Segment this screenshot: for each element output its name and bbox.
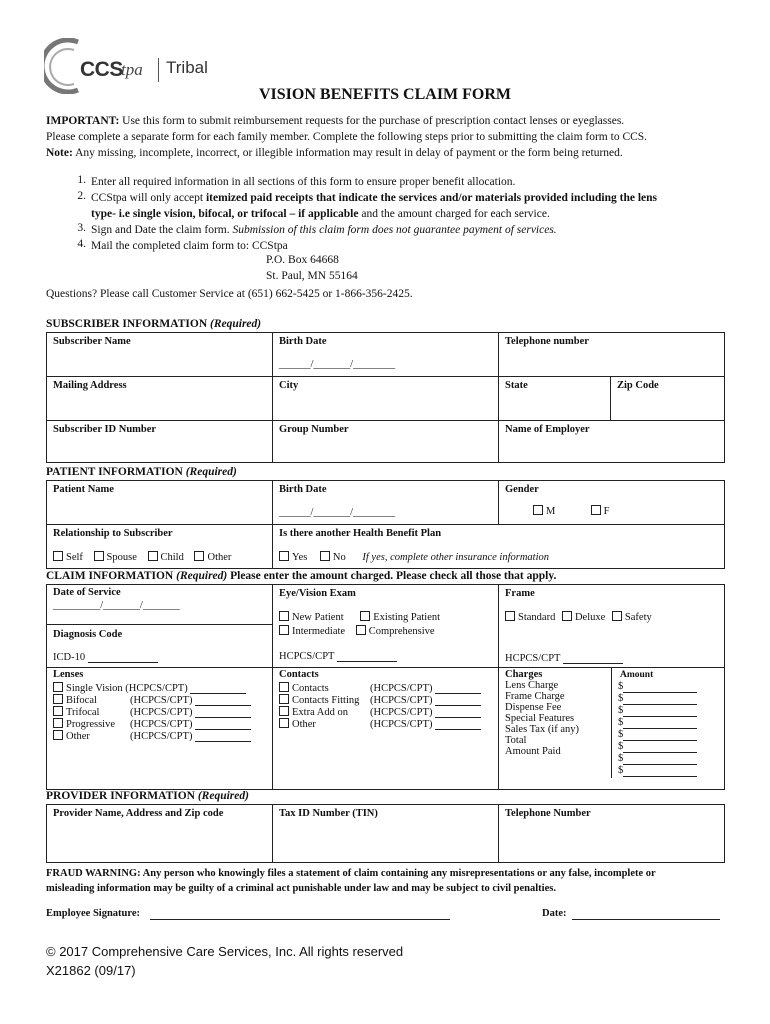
charges-field [499,668,725,790]
sales-tax-amount[interactable] [618,729,718,741]
comprehensive-label: Comprehensive [368,626,435,637]
safety-label: Safety [624,612,652,623]
intro-note [46,145,736,161]
dispense-fee-amount[interactable] [618,705,718,717]
subscriber-zip-field[interactable] [611,377,725,421]
step-4-text: Mail the completed claim form to: CCStpa [91,240,288,252]
step-2-num: 2. [77,190,86,202]
address-line1: P.O. Box 64668 [266,254,339,266]
other-plan-label: Is there another Health Benefit Plan [279,528,442,539]
contacts-checkbox[interactable] [279,682,289,692]
progressive-hcpcs: (HCPCS/CPT) [130,719,193,730]
dos-label: Date of Service [53,587,121,598]
extra-add-line[interactable] [435,708,481,718]
employee-signature-line[interactable] [150,908,450,920]
subscriber-phone-field[interactable] [499,333,725,377]
contacts-hcpcs: (HCPCS/CPT) [370,683,433,694]
dollar-sign: $ [618,741,624,752]
subscriber-birth-label: Birth Date [279,336,327,347]
date-line[interactable] [572,908,720,920]
bifocal-label: Bifocal [66,695,97,706]
frame-field [499,585,725,668]
deluxe-checkbox[interactable] [562,611,572,621]
if-yes-note: If yes, complete other insurance information [362,552,550,563]
subscriber-address-field[interactable] [47,377,273,421]
step-3-b: Submission of this claim form does not guarantee payment of services. [232,224,557,236]
extra-add-checkbox[interactable] [279,706,289,716]
fraud-warning [46,866,736,896]
patient-name-field[interactable] [47,481,273,525]
step-3-a: Sign and Date the claim form. [91,224,233,236]
subscriber-employer-field[interactable] [499,421,725,463]
patient-birth-field[interactable] [273,481,499,525]
contact-other-label: Other [292,719,316,730]
fraud-line1: FRAUD WARNING: Any person who knowingly files a statement of claim containing any misrepresentations or any false, incomplete or [46,868,656,879]
subscriber-id-field[interactable] [47,421,273,463]
new-patient-label: New Patient [292,612,344,623]
progressive-line[interactable] [195,720,251,730]
step-2-c: type- i.e single vision, bifocal, or trifocal – if applicable [91,208,359,220]
plan-yes-checkbox[interactable] [279,551,289,561]
contacts-fitting-line[interactable] [435,696,481,706]
plan-no-label: No [332,552,346,563]
subscriber-section-title [46,318,261,330]
lens-charge-amount[interactable] [618,681,718,693]
subscriber-address-label: Mailing Address [53,380,127,391]
copyright-text: © 2017 Comprehensive Care Services, Inc. All rights reserved [46,944,404,959]
intermediate-label: Intermediate [292,626,346,637]
provider-tin-field[interactable] [273,805,499,863]
date-label: Date: [542,908,567,919]
contacts-fitting-hcpcs: (HCPCS/CPT) [370,695,433,706]
amount-label: Amount [620,670,654,680]
lens-other-checkbox[interactable] [53,730,63,740]
step-2-d: and the amount charged for each service. [358,208,550,220]
contact-other-checkbox[interactable] [279,718,289,728]
gender-m-checkbox[interactable] [533,505,543,515]
standard-label: Standard [518,612,556,623]
bifocal-hcpcs: (HCPCS/CPT) [130,695,193,706]
claim-table [46,584,725,790]
subscriber-table [46,332,725,463]
frame-charge-amount[interactable] [618,693,718,705]
intro-important [46,113,736,129]
patient-birth-label: Birth Date [279,484,327,495]
step-1-text: Enter all required information in all sections of this form to ensure proper benefit allocation. [91,176,516,188]
contacts-label: Contacts [292,683,329,694]
contact-other-line[interactable] [435,720,481,730]
rel-child-label: Child [160,552,184,563]
dollar-sign: $ [618,765,624,776]
trifocal-label: Trifocal [66,707,100,718]
exam-hcpcs-line[interactable] [337,652,397,662]
employee-signature-label: Employee Signature: [46,908,141,919]
provider-name-field[interactable] [47,805,273,863]
lenses-field [47,668,273,790]
subscriber-title-text: SUBSCRIBER INFORMATION [46,318,208,330]
relationship-label: Relationship to Subscriber [53,528,173,539]
existing-patient-checkbox[interactable] [360,611,370,621]
total-label: Total [505,735,527,746]
subscriber-group-label: Group Number [279,424,349,435]
sales-tax-label: Sales Tax (if any) [505,724,580,735]
rel-self-label: Self [66,552,83,563]
subscriber-name-field[interactable] [47,333,273,377]
dollar-sign: $ [618,681,624,692]
deluxe-label: Deluxe [574,612,606,623]
patient-birth-mask: ______/_______/________ [279,507,396,518]
step-2-text [91,190,721,206]
existing-patient-label: Existing Patient [373,612,441,623]
patient-section-title [46,466,237,478]
amount-paid-label: Amount Paid [505,746,561,757]
dispense-fee-label: Dispense Fee [505,702,562,713]
lens-other-hcpcs: (HCPCS/CPT) [130,731,193,742]
subscriber-birth-field[interactable] [273,333,499,377]
provider-title-text: PROVIDER INFORMATION [46,790,195,802]
contacts-field [273,668,499,790]
form-title: VISION BENEFITS CLAIM FORM [258,86,512,103]
icd-label: ICD-10 [53,652,86,663]
subscriber-phone-label: Telephone number [505,336,589,347]
contact-other-hcpcs: (HCPCS/CPT) [370,719,433,730]
provider-required: (Required) [194,790,249,802]
note-text: Any missing, incomplete, incorrect, or illegible information may result in delay of payment or the form being returned. [72,147,623,159]
dos-field[interactable] [47,585,272,625]
progressive-checkbox[interactable] [53,718,63,728]
dollar-sign: $ [618,705,624,716]
fraud-line2: misleading information may be guilty of a criminal act punishable under law and may be subject to civil penalties. [46,883,556,894]
patient-gender-label: Gender [505,484,539,495]
dollar-sign: $ [618,729,624,740]
diagnosis-label: Diagnosis Code [53,629,123,640]
contacts-fitting-label: Contacts Fitting [292,695,360,706]
total-amount[interactable] [618,741,718,753]
step-4-num: 4. [77,238,86,250]
lens-other-line[interactable] [195,732,251,742]
extra-add-label: Extra Add on [292,707,348,718]
exam-field [273,585,499,668]
patient-required: (Required) [182,466,237,478]
single-vision-line[interactable] [190,684,246,694]
subscriber-group-field[interactable] [273,421,499,463]
logo-tribal-text: Tribal [166,58,208,77]
provider-table [46,804,725,863]
logo-tpa-text: tpa [121,60,143,79]
questions-text: Questions? Please call Customer Service at (651) 662-5425 or 1-866-356-2425. [46,288,413,300]
patient-gender-field [499,481,725,525]
extra-add-hcpcs: (HCPCS/CPT) [370,707,433,718]
comprehensive-checkbox[interactable] [356,625,366,635]
special-features-amount[interactable] [618,717,718,729]
standard-checkbox[interactable] [505,611,515,621]
intro-line2: Please complete a separate form for each family member. Complete the following steps prior to submitting the claim form to CCS. [46,131,648,143]
contacts-title-label: Contacts [279,669,319,680]
patient-name-label: Patient Name [53,484,114,495]
lenses-label: Lenses [53,669,84,680]
bifocal-checkbox[interactable] [53,694,63,704]
single-vision-hcpcs: (HCPCS/CPT) [125,683,188,694]
new-patient-checkbox[interactable] [279,611,289,621]
gender-f-label: F [603,506,610,517]
patient-other-plan-field [273,525,725,569]
plan-yes-label: Yes [292,552,308,563]
claim-title-text: CLAIM INFORMATION [46,570,174,582]
subscriber-state-field[interactable] [499,377,611,421]
subscriber-name-label: Subscriber Name [53,336,131,347]
rel-child-checkbox[interactable] [148,551,158,561]
important-label: IMPORTANT: [46,115,120,127]
rel-spouse-checkbox[interactable] [94,551,104,561]
trifocal-checkbox[interactable] [53,706,63,716]
step-3-num: 3. [77,222,86,234]
subscriber-zip-label: Zip Code [617,380,659,391]
dollar-sign: $ [618,753,624,764]
step-2-a: CCStpa will only accept [91,192,206,204]
provider-phone-label: Telephone Number [505,808,591,819]
icd-line[interactable] [88,653,158,663]
subscriber-required: (Required) [207,318,262,330]
important-text: Use this form to submit reimbursement requests for the purchase of prescription contact lenses or eyeglasses. [119,115,625,127]
claim-dos-diag-cell [47,585,273,668]
rel-self-checkbox[interactable] [53,551,63,561]
dollar-sign: $ [618,717,624,728]
gender-m-label: M [546,506,556,517]
logo-divider [158,58,159,82]
frame-label: Frame [505,588,535,599]
form-code: X21862 (09/17) [46,963,136,978]
exam-label: Eye/Vision Exam [279,588,356,599]
subscriber-id-label: Subscriber ID Number [53,424,157,435]
step-3-text [91,222,721,238]
subscriber-city-field[interactable] [273,377,499,421]
lens-other-label: Other [66,731,90,742]
logo-ccs-text: CCS [80,58,123,81]
single-vision-label: Single Vision [66,683,123,694]
patient-relationship-field [47,525,273,569]
single-vision-checkbox[interactable] [53,682,63,692]
exam-hcpcs-label: HCPCS/CPT [279,651,335,662]
patient-table [46,480,725,569]
provider-section-title [46,790,249,802]
amount-paid-amount[interactable] [618,753,718,765]
rel-other-checkbox[interactable] [194,551,204,561]
frame-charge-label: Frame Charge [505,691,565,702]
provider-name-label: Provider Name, Address and Zip code [53,808,224,819]
frame-hcpcs-label: HCPCS/CPT [505,653,561,664]
frame-hcpcs-line[interactable] [563,654,623,664]
step-1-num: 1. [77,174,86,186]
note-label: Note: [46,147,73,159]
special-features-label: Special Features [505,713,575,724]
dollar-sign: $ [618,693,624,704]
contacts-line[interactable] [435,684,481,694]
rel-spouse-label: Spouse [106,552,137,563]
bifocal-line[interactable] [195,696,251,706]
trifocal-hcpcs: (HCPCS/CPT) [130,707,193,718]
safety-checkbox[interactable] [612,611,622,621]
diagnosis-field[interactable] [47,625,272,665]
claim-required: (Required) [173,570,228,582]
intermediate-checkbox[interactable] [279,625,289,635]
extra-amount[interactable] [618,765,718,777]
step-2-cont [91,206,721,222]
address-line2: St. Paul, MN 55164 [266,270,358,282]
subscriber-birth-mask: ______/_______/________ [279,359,396,370]
lens-charge-label: Lens Charge [505,680,559,691]
subscriber-employer-label: Name of Employer [505,424,590,435]
contacts-fitting-checkbox[interactable] [279,694,289,704]
provider-tin-label: Tax ID Number (TIN) [279,808,378,819]
subscriber-state-label: State [505,380,528,391]
step-2-b: itemized paid receipts that indicate the services and/or materials provided including the lens [205,192,658,204]
dos-mask: _________/_______/_______ [53,600,180,611]
rel-other-label: Other [207,552,232,563]
claim-section-title [46,570,556,582]
progressive-label: Progressive [66,719,115,730]
plan-no-checkbox[interactable] [320,551,330,561]
subscriber-city-label: City [279,380,299,391]
claim-instruction: Please enter the amount charged. Please check all those that apply. [227,570,557,582]
trifocal-line[interactable] [195,708,251,718]
patient-title-text: PATIENT INFORMATION [46,466,183,478]
provider-phone-field[interactable] [499,805,725,863]
gender-f-checkbox[interactable] [591,505,601,515]
charges-label: Charges [505,669,543,680]
